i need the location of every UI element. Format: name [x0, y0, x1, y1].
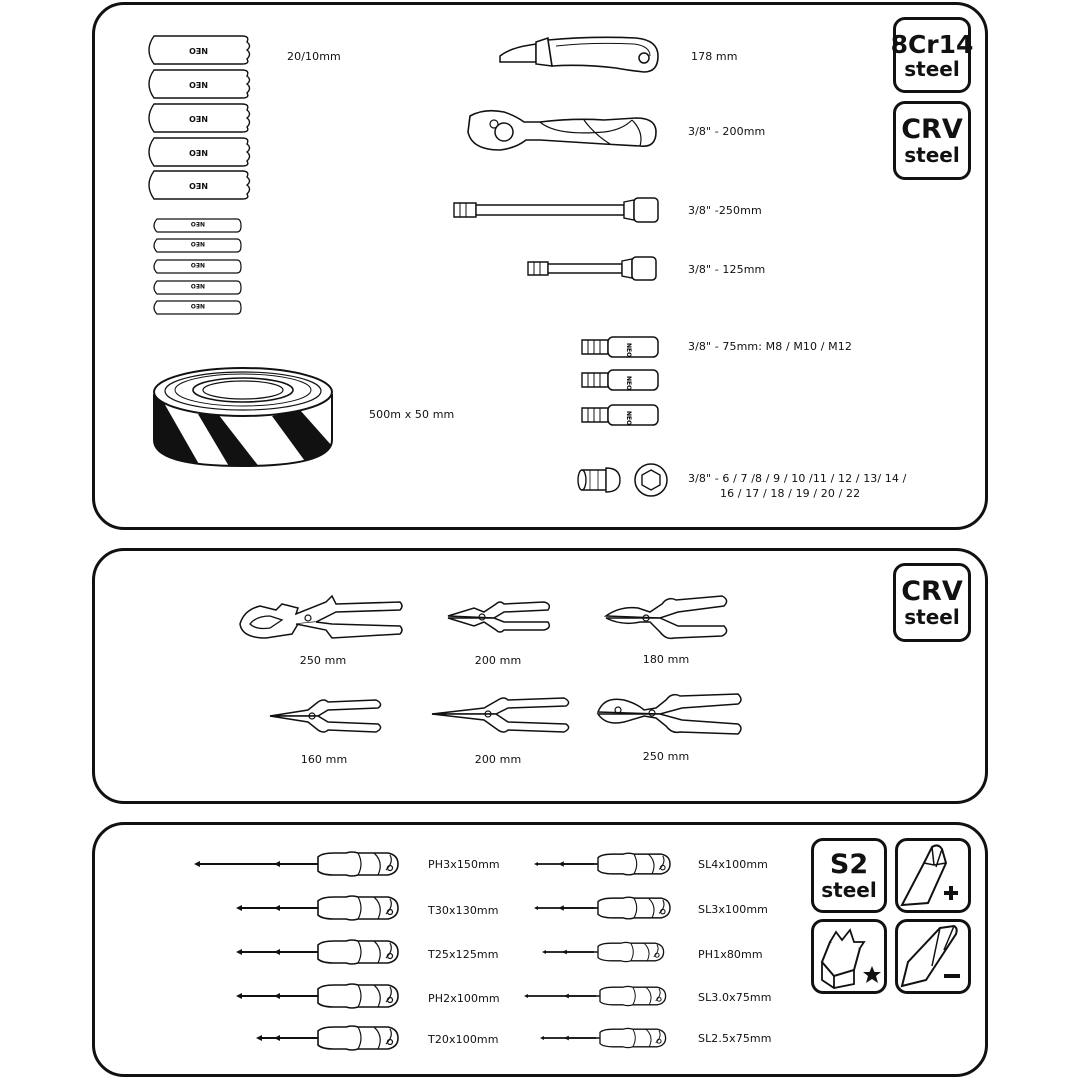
- insulating-cover-small-5: [151, 301, 243, 316]
- torx-tip-star-icon: [811, 919, 887, 994]
- pliers-6-size-label: 250 mm: [642, 750, 690, 763]
- badge-line1: S2: [829, 849, 869, 880]
- screwdriver-left-1-label: PH3x150mm: [428, 858, 500, 871]
- insulating-cover-small-1: [151, 219, 243, 234]
- bit-socket-m8: [578, 334, 662, 360]
- ratchet-size-label: 3/8" - 200mm: [688, 125, 766, 138]
- screwdriver-right-2-label: SL3x100mm: [698, 903, 768, 916]
- water-pump-pliers: [236, 594, 408, 644]
- extension-long-size-label: 3/8" -250mm: [688, 204, 762, 217]
- socket-side-view: [576, 464, 624, 496]
- insulating-cover-small-2: [151, 239, 243, 254]
- insulating-cover-large-2: [144, 70, 254, 100]
- material-badge-crv-middle: [893, 563, 971, 642]
- screwdriver-right-4-label: SL3.0x75mm: [698, 991, 772, 1004]
- badge-line2: steel: [904, 143, 960, 167]
- extension-bar-125mm: [524, 254, 662, 284]
- badge-line2: steel: [904, 605, 960, 629]
- screwdriver-right-3-label: PH1x80mm: [698, 948, 763, 961]
- sockets-size-label-line2: 16 / 17 / 18 / 19 / 20 / 22: [720, 487, 861, 500]
- slotted-tip-minus-icon: [895, 919, 971, 994]
- screwdriver-left-3-label: T25x125mm: [428, 948, 499, 961]
- screwdriver-sl4x100: [534, 848, 674, 880]
- pliers-1-size-label: 250 mm: [299, 654, 347, 667]
- screwdriver-ph1x80: [542, 938, 666, 966]
- screwdriver-t20x100: [256, 1022, 402, 1054]
- screwdriver-sl3-0x75: [524, 982, 668, 1010]
- badge-line2: steel: [904, 56, 960, 81]
- screwdriver-right-5-label: SL2.5x75mm: [698, 1032, 772, 1045]
- pliers-panel: [92, 548, 988, 804]
- pliers-2-size-label: 200 mm: [474, 654, 522, 667]
- insulating-cover-small-4: [151, 281, 243, 296]
- badge-line1: 8Cr14: [890, 29, 974, 59]
- diagonal-cutting-pliers: [602, 592, 730, 646]
- warning-tape-roll: [150, 356, 340, 470]
- screwdriver-left-4-label: PH2x100mm: [428, 992, 500, 1005]
- screwdriver-sl3x100: [534, 892, 674, 924]
- material-badge-8cr14: [890, 17, 974, 93]
- screwdriver-ph3x150: [194, 848, 402, 880]
- extension-short-size-label: 3/8" - 125mm: [688, 263, 766, 276]
- long-nose-pliers-160mm: [266, 694, 386, 738]
- material-badge-crv-top: [893, 101, 971, 180]
- pliers-3-size-label: 180 mm: [642, 653, 690, 666]
- svg-text:NEO: NEO: [625, 376, 632, 391]
- screwdriver-ph2x100: [236, 980, 402, 1012]
- bit-socket-m12: [578, 402, 662, 428]
- knife-size-label: 178 mm: [691, 50, 738, 63]
- screwdriver-right-1-label: SL4x100mm: [698, 858, 768, 871]
- badge-line1: CRV: [901, 114, 963, 145]
- badge-line2: steel: [821, 878, 877, 902]
- insulating-cover-large-1: [144, 36, 254, 66]
- insulating-cover-small-3: [151, 260, 243, 275]
- pliers-5-size-label: 200 mm: [474, 753, 522, 766]
- sockets-size-label-line1: 3/8" - 6 / 7 /8 / 9 / 10 /11 / 12 / 13/ 14 /: [688, 472, 907, 485]
- svg-text:NEO: NEO: [625, 411, 632, 426]
- bit-sockets-size-label: 3/8" - 75mm: M8 / M10 / M12: [688, 340, 852, 353]
- bit-socket-m10: [578, 367, 662, 393]
- insulating-cover-large-3: [144, 104, 254, 134]
- insulating-cover-large-5: [144, 171, 254, 201]
- material-badge-s2: [811, 838, 887, 913]
- socket-front-view: [632, 462, 670, 498]
- tape-size-label: 500m x 50 mm: [369, 408, 455, 421]
- screwdriver-left-5-label: T20x100mm: [428, 1033, 499, 1046]
- screwdriver-left-2-label: T30x130mm: [428, 904, 499, 917]
- ratchet-handle: [464, 106, 660, 154]
- screwdriver-t25x125: [236, 936, 402, 968]
- cable-stripping-knife: [496, 32, 662, 76]
- phillips-tip-plus-icon: [895, 838, 971, 913]
- insulating-cover-large-4: [144, 138, 254, 168]
- covers-size-label: 20/10mm: [287, 50, 341, 63]
- badge-line1: CRV: [901, 576, 963, 607]
- screwdriver-t30x130: [236, 892, 402, 924]
- screwdriver-sl2-5x75: [540, 1024, 666, 1052]
- pliers-4-size-label: 160 mm: [300, 753, 348, 766]
- extension-bar-250mm: [448, 194, 662, 226]
- svg-text:NEO: NEO: [625, 343, 632, 358]
- cable-cutter-pliers: [594, 688, 746, 740]
- long-nose-pliers-200mm: [428, 692, 574, 738]
- combination-pliers: [444, 598, 556, 638]
